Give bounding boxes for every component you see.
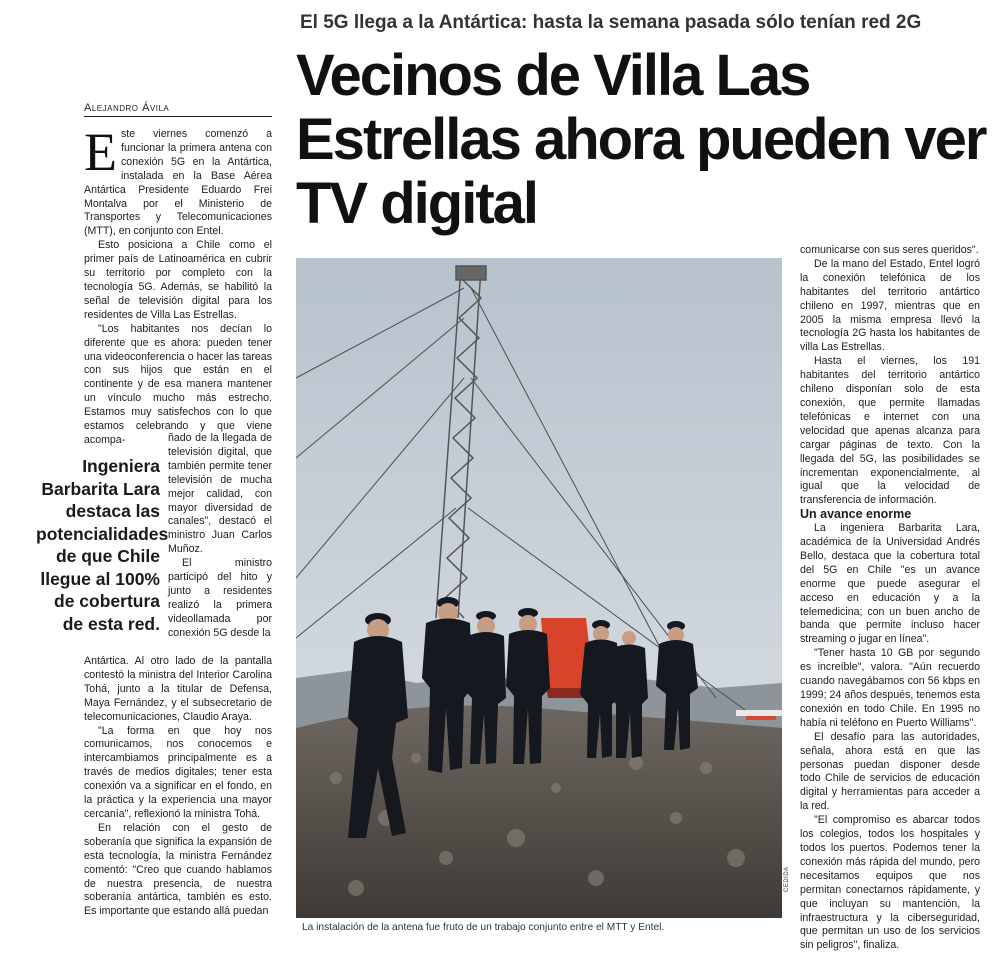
paragraph: En relación con el gesto de soberanía que significa la expansión de esta tecnología, la ministra Fernández comentó: "Creo que cuando hablamos de nuestra presencia, de nuestra soberanía antártica, también es esto. Es importante que estando allá puedan xyxy=(84,821,272,918)
antenna-photo-illustration xyxy=(296,258,782,918)
right-column xyxy=(800,244,980,953)
antenna-photo xyxy=(296,258,782,918)
photo-credit: CEDIDA xyxy=(784,866,790,892)
byline: Alejandro Ávila xyxy=(84,102,272,117)
paragraph: Esto posiciona a Chile como el primer país de Latinoamérica en cubrir su territorio por completo con la tecnología 5G. Además, se habilitó la señal de televisión digital para los residentes de Villa Las Estrellas. xyxy=(84,239,272,321)
paragraph: La ingeniera Barbarita Lara, académica de la Universidad Andrés Bello, destaca que la cobertura total del 5G en Chile "es un avance enorme que puede asegurar el acceso en educación y a la telemedicina; con un buen ancho de banda que permite incluso hacer streaming o jugar en línea". xyxy=(800,522,980,646)
paragraph: ste viernes comenzó a funcionar la primera antena con conexión 5G en la Antártica, instalada en la Base Aérea Antártica Presidente Eduardo Frei Montalva por el Ministerio de Transportes y Telecomunicaciones (MTT), en conjunto con Entel. xyxy=(84,128,272,238)
paragraph: ñado de la llegada de televisión digital, que también permite tener televisión de mucha mejor calidad, con mayor diversidad de canales", destacó el ministro Juan Carlos Muñoz. xyxy=(168,432,272,556)
pull-quote: Ingeniera Barbarita Lara destaca las potencialidades de que Chile llegue al 100% de cobertura de esta red. xyxy=(36,456,169,634)
section-subheading: Un avance enorme xyxy=(800,507,912,522)
paragraph: comunicarse con sus seres queridos". xyxy=(800,244,979,256)
photo-caption: La instalación de la antena fue fruto de un trabajo conjunto entre el MTT y Entel. xyxy=(302,922,665,933)
left-column-narrow xyxy=(168,432,272,641)
article-kicker: El 5G llega a la Antártica: hasta la semana pasada sólo tenían red 2G xyxy=(300,12,922,33)
paragraph: El ministro participó del hito y junto a residentes realizó la primera videollamada por conexión 5G desde la xyxy=(168,557,272,639)
left-column-top xyxy=(84,122,272,448)
paragraph: Antártica. Al otro lado de la pantalla contestó la ministra del Interior Carolina Tohá, junto a la titular de Defensa, Maya Fernández, y el subsecretario de telecomunicaciones, Claudio Araya. xyxy=(84,655,272,723)
paragraph: De la mano del Estado, Entel logró la conexión telefónica de los habitantes del territorio antártico chileno en 1997, mientras que en 2005 la misma empresa llevó la tecnología 2G hasta los habitantes de villa Las Estrellas. xyxy=(800,257,980,354)
paragraph: Hasta el viernes, los 191 habitantes del territorio antártico chileno disponían solo de esta conexión, que permite llamadas telefónicas e internet con una velocidad que apenas alcanza para cargar páginas de texto. Con la llegada del 5G, las posibilidades se incrementan exponencialmente, al igual que la velocidad de transferencia de información. xyxy=(800,355,980,507)
paragraph: "El compromiso es abarcar todos los colegios, todos los hospitales y todos los puertos. Podemos tener la conexión más rápida del mundo, pero necesitamos equipos que nos permitan conectarnos rápidamente, y que incluyan su mantención, la infraestructura y la ciberseguridad, que permitan un uso de los servicios sin peligros", finaliza. xyxy=(800,814,980,952)
drop-cap: E xyxy=(84,122,117,182)
paragraph: "La forma en que hoy nos comunicamos, nos conocemos e intercambiamos principalmente es a través de medios digitales; tener esta conexión va a significar en el fondo, en la práctica y la experiencia una mayor cercanía", reflexionó la ministra Tohá. xyxy=(84,724,272,820)
left-column-bottom xyxy=(84,655,272,919)
paragraph: "Los habitantes nos decían lo diferente que es ahora: pueden tener una videoconferencia o hacer las tareas con sus hijos que están en el continente y de esa manera mantener un vínculo mucho más estrecho. Estamos muy satisfechos con lo que estamos celebrando y que viene acompa- xyxy=(84,322,272,446)
paragraph: "Tener hasta 10 GB por segundo es increíble", valora. "Aún recuerdo cuando navegábamos con 56 kbps en 1999; 24 años después, tenemos esta conexión en todo Chile. En 1995 no había ni teléfono en Puerto Williams". xyxy=(800,647,980,729)
paragraph: El desafío para las autoridades, señala, ahora está en que las personas puedan disponer desde todo Chile de servicios de educación digital y herramientas para acceder a la red. xyxy=(800,730,980,813)
article-headline: Vecinos de Villa Las Estrellas ahora pueden ver TV digital xyxy=(296,43,986,236)
